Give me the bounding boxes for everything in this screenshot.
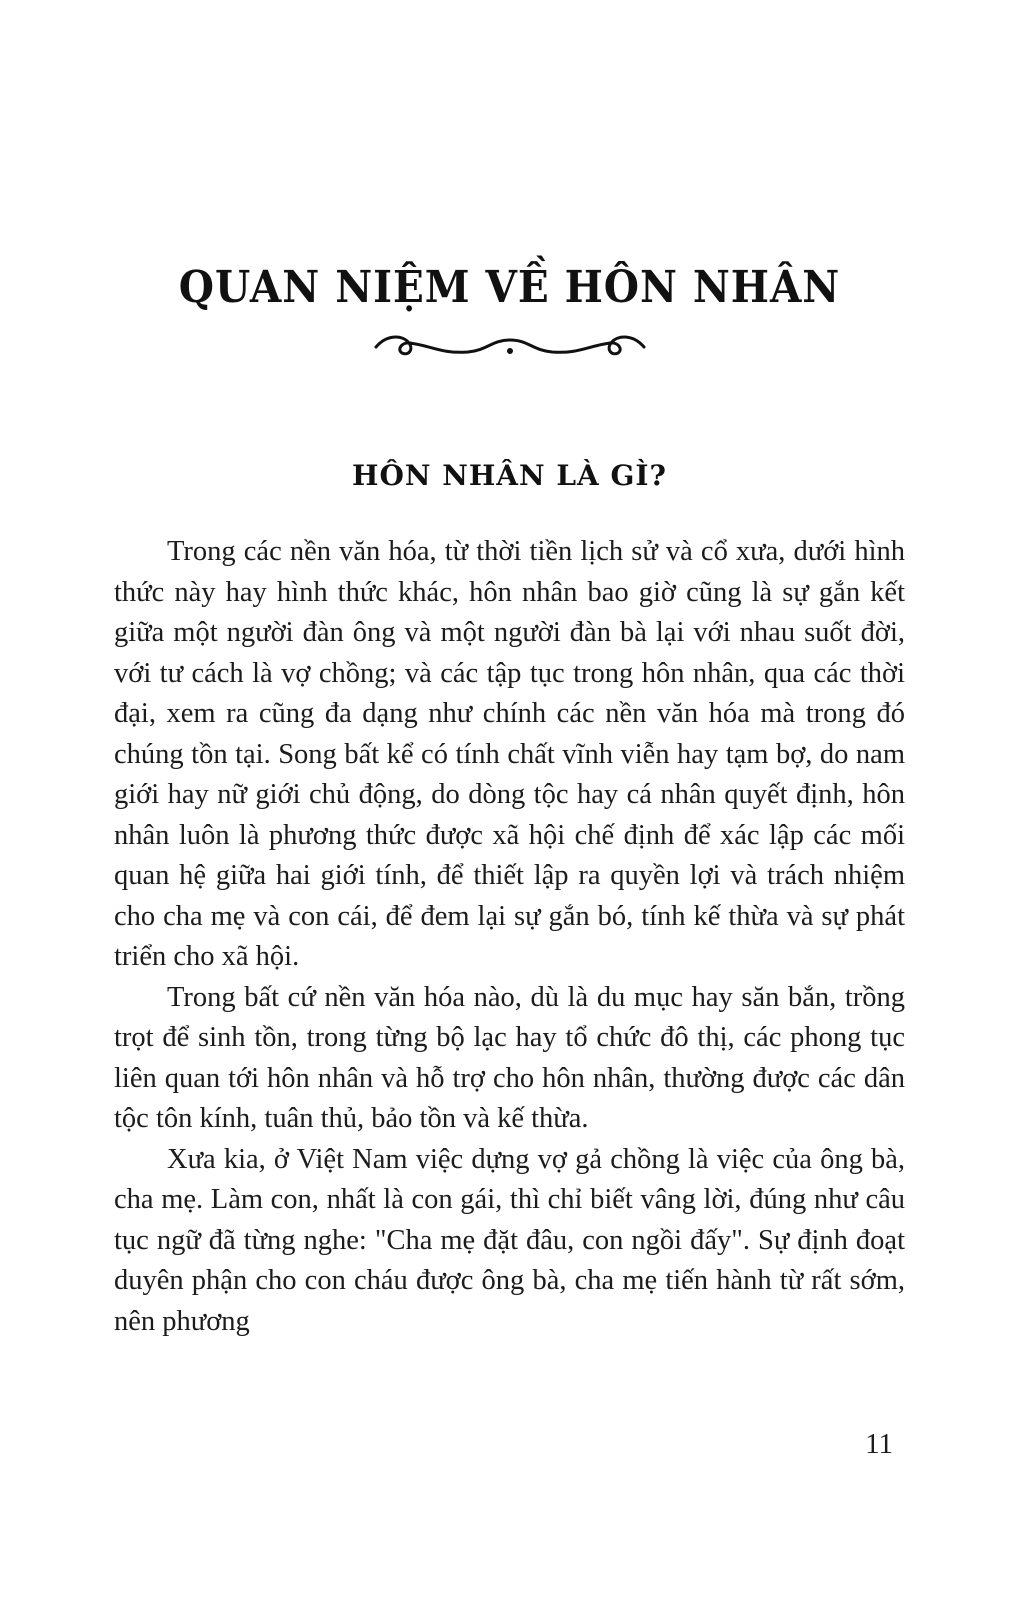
- flourish-icon: [370, 327, 650, 367]
- paragraph-1: Trong các nền văn hóa, từ thời tiền lịch sử và cổ xưa, dưới hình thức này hay hình thức khác, hôn nhân bao giờ cũng là sự gắn kết giữa một người đàn ông và một người đàn bà lại với nhau suốt đời, với tư cách là vợ chồng; và các tập tục trong hôn nhân, qua các thời đại, xem ra cũng đa dạng như chính các nền văn hóa mà trong đó chúng tồn tại. Song bất kể có tính chất vĩnh viễn hay tạm bợ, do nam giới hay nữ giới chủ động, do dòng tộc hay cá nhân quyết định, hôn nhân luôn là phương thức được xã hội chế định để xác lập các mối quan hệ giữa hai giới tính, để thiết lập ra quyền lợi và trách nhiệm cho cha mẹ và con cái, để đem lại sự gắn bó, tính kế thừa và sự phát triển cho xã hội.: [114, 536, 905, 972]
- decorative-flourish: [114, 327, 905, 367]
- paragraph-2: Trong bất cứ nền văn hóa nào, dù là du mục hay săn bắn, trồng trọt để sinh tồn, trong từng bộ lạc hay tổ chức đô thị, các phong tục liên quan tới hôn nhân và hỗ trợ cho hôn nhân, thường được các dân tộc tôn kính, tuân thủ, bảo tồn và kế thừa.: [114, 981, 905, 1134]
- page-number: 11: [865, 1428, 893, 1460]
- section-heading: HÔN NHÂN LÀ GÌ?: [352, 459, 667, 492]
- paragraph-3: Xưa kia, ở Việt Nam việc dựng vợ gả chồng là việc của ông bà, cha mẹ. Làm con, nhất là con gái, thì chỉ biết vâng lời, đúng như câu tục ngữ đã từng nghe: "Cha mẹ đặt đâu, con ngồi đấy". Sự định đoạt duyên phận cho con cháu được ông bà, cha mẹ tiến hành từ rất sớm, nên phương: [114, 1143, 905, 1337]
- page-title: QUAN NIỆM VỀ HÔN NHÂN: [178, 262, 841, 313]
- body-text: [114, 532, 905, 1342]
